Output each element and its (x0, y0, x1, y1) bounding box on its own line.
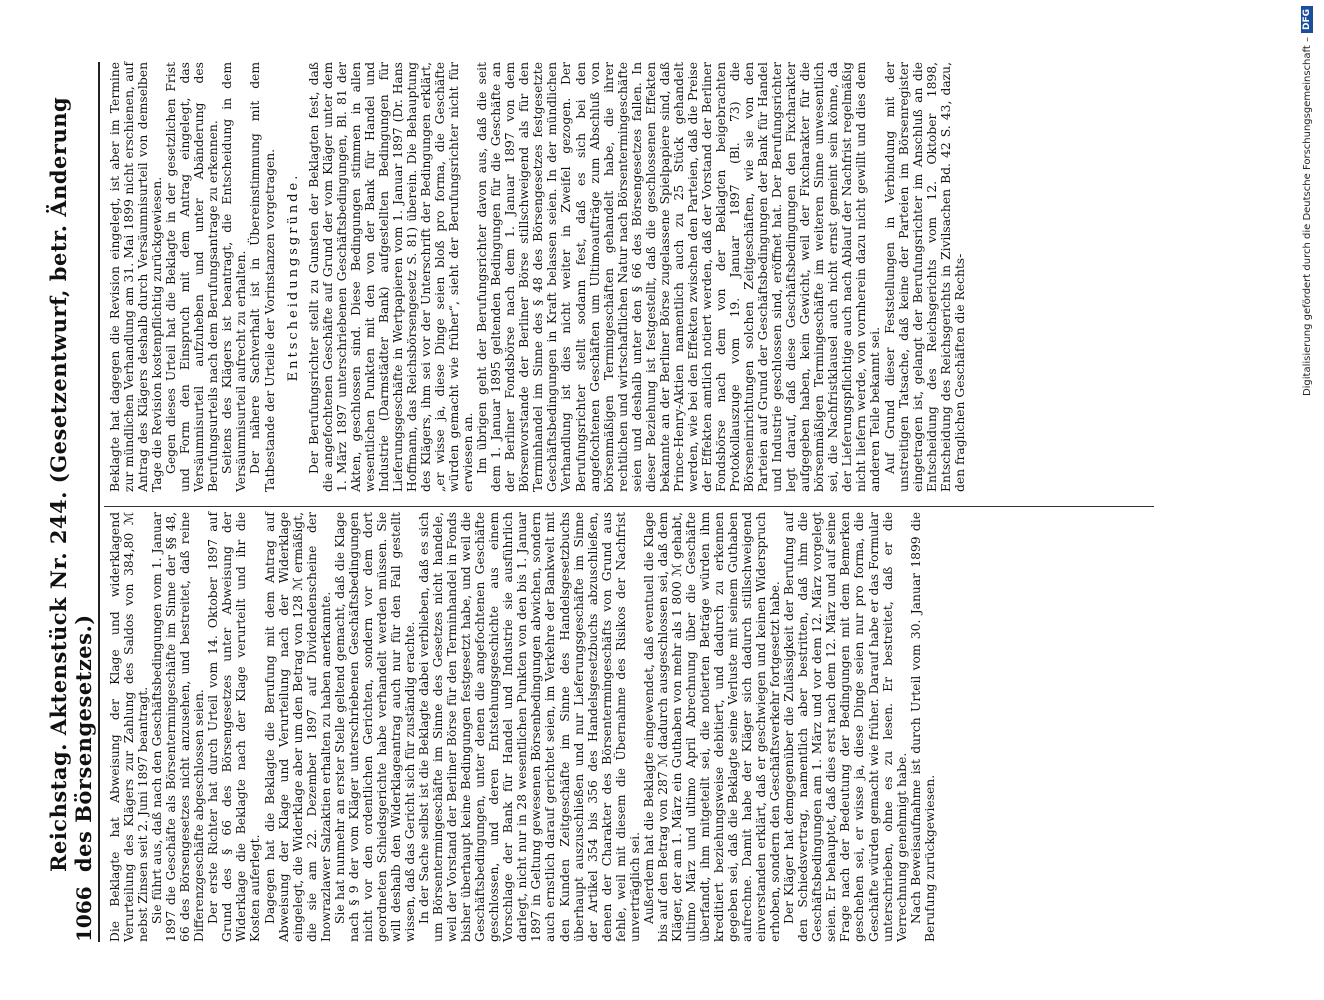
paragraph: Der nähere Sachverhalt ist in Übereinstimmung mit dem Tatbestande der Urteile der Vorinstanzen vorgetragen. (248, 62, 277, 492)
credit-text: Digitalisierung gefördert durch die Deutsche Forschungsgemeinschaft – (1301, 37, 1313, 397)
paragraph: Dagegen hat die Beklagte die Berufung mit dem Antrag auf Abweisung der Klage und Verurteilung nach der Widerklage eingelegt, die Widerklage aber um den Betrag von 128 ℳ ermäßigt, die sie am 22. Dezember 1897 auf Dividendenscheine der Inowrazlawer Salzaktien erhalten zu haben anerkannte. (262, 512, 333, 942)
paragraph: Seitens des Klägers ist beantragt, die Entscheidung in dem Versäumnisurteil aufrecht zu erhalten. (220, 62, 249, 492)
paragraph: Gegen dieses Urteil hat die Beklagte in der gesetzlichen Frist und Form den Einspruch mit dem Antrag eingelegt, das Versäumnisurteil aufzuheben und unter Abänderung des Berufungsurteils nach dem Berufungsantrage zu erkennen. (164, 62, 221, 492)
paragraph: Beklagte hat dagegen die Revision eingelegt, ist aber im Termine zur mündlichen Verhandlung am 31. Mai 1899 nicht erschienen, auf Antrag des Klägers deshalb durch Versäumnisurteil von demselben Tage die Revision kostenpflichtig zurückgewiesen. (108, 62, 165, 492)
right-column (108, 62, 967, 492)
paragraph: Der Berufungsrichter stellt zu Gunsten der Beklagten fest, daß die angefochtenen Geschäfte auf Grund der vom Kläger unter dem 1. März 1897 unterschriebenen Geschäftsbedingungen, Bl. 81 der Akten, geschlossen sind. Diese Bedingungen stimmen in allen wesentlichen Punkten mit den von der Bank für Handel und Industrie (Darmstädter Bank) aufgestellten Bedingungen für Lieferungsgeschäfte in Wertpapieren vom 1. Januar 1897 (Dr. Hans Hoffmann, das Reichsbörsengesetz S. 81) überein. Die Behauptung des Klägers, ihm sei vor der Unterschrift der Bedingungen erklärt, „er wisse ja, diese Dinge seien bloß pro forma, die Geschäfte würden gemacht wie früher“, sieht der Berufungsrichter nicht für erwiesen an. (306, 62, 476, 492)
dfg-logo: DFG (1301, 6, 1313, 33)
column-divider (104, 506, 1154, 507)
digitization-credit (1294, 6, 1316, 986)
paragraph: Außerdem hat die Beklagte eingewendet, daß eventuell die Klage bis auf den Betrag von 287 ℳ dadurch ausgeschlossen sei, daß dem Kläger, der am 1. März ein Guthaben von mehr als 1 800 ℳ gehabt, ultimo März und ultimo April Abrechnung über die Geschäfte überfandt, ihm mitgeteilt sei, die notierten Beträge würden ihm kreditiert beziehungsweise debitiert, und dadurch zu erkennen gegeben sei, daß die Beklagte seine Verluste mit seinem Guthaben aufrechne. Damit habe der Kläger sich dadurch stillschweigend einverstanden erklärt, daß er geschwiegen und keinen Widerspruch erhoben, sondern den Geschäftsverkehr fortgesetzt habe. (641, 512, 783, 942)
paragraph: Auf Grund dieser Feststellungen in Verbindung mit der unstreitigen Tatsache, daß keine der Parteien im Börsenregister eingetragen ist, gelangt der Berufungsrichter im Anschluß an die Entscheidung des Reichsgerichts vom 12. Oktober 1898, Entscheidung des Reichsgerichts in Zivilsachen Bd. 42 S. 43, dazu, den fraglichen Geschäften die Rechts- (882, 62, 967, 492)
paragraph: Sie hat nunmehr an erster Stelle geltend gemacht, daß die Klage nach § 9 der vom Kläger unterschriebenen Geschäftsbedingungen nicht vor den ordentlichen Gerichten, sondern vor dem dort geordneten Schiedsgerichte habe verhandelt werden müssen. Sie will deshalb den Widerklageantrag auch nur für den Fall gestellt wissen, daß das Gericht sich für zuständig erachte. (332, 512, 417, 942)
paragraph: Sie führt aus, daß nach den Geschäftsbedingungen vom 1. Januar 1897 die Geschäfte als Börsentermingeschäfte im Sinne der §§ 48, 66 des Börsengesetzes nicht anzusehen, und bestreitet, daß reine Differenzgeschäfte abgeschlossen seien. (150, 512, 207, 942)
paragraph: Im übrigen geht der Berufungsrichter davon aus, daß die seit dem 1. Januar 1895 geltenden Bedingungen für die Geschäfte an der Berliner Fondsbörse nach dem 1. Januar 1897 von dem Börsenvorstande der Berliner Börse stillschweigend als für den Terminhandel im Sinne des § 48 des Börsengesetzes festgesetzte Geschäftsbedingungen in Kraft belassen seien. In der mündlichen Verhandlung ist dies nicht weiter in Zweifel gezogen. Der Berufungsrichter stellt sodann fest, daß es sich bei den angefochtenen Geschäften um Ultimoaufträge zum Abschluß von börsenmäßigen Termingeschäften gehandelt habe, die ihrer rechtlichen und wirtschaftlichen Natur nach Börsentermingeschäfte seien und deshalb unter den § 66 des Börsengesetzes fallen. In dieser Beziehung ist festgestellt, daß die geschlossenen Effekten bekannte an der Berliner Börse zugelassene Spielpapiere sind, daß Prince-Henry-Aktien namentlich auch zu 25 Stück gehandelt werden, wie bei den Effekten zwischen den Parteien, daß die Preise der Effekten amtlich notiert werden, daß der Vorstand der Berliner Fondsbörse nach dem von der Beklagten beigebrachten Protokollauszuge vom 19. Januar 1897 (Bl. 73) die Börseneinrichtungen solchen Zeitgeschäften, wie sie von den Parteien auf Grund der Geschäftsbedingungen der Bank für Handel und Industrie geschlossen sind, eröffnet hat. Der Berufungsrichter legt darauf, daß diese Geschäftsbedingungen den Fixcharakter aufgegeben haben, kein Gewicht, weil der Fixcharakter für die börsenmäßigen Termingeschäfte im weiteren Sinne unwesentlich sei, die Nachfristklausel auch nicht ernst gemeint sein könne, da der Lieferungspflichtige auch nach Ablauf der Nachfrist regelmäßig nicht liefern werde, von vornherein dazu nicht gewillt und dies dem anderen Teile bekannt sei. (475, 62, 883, 492)
paragraph: Die Beklagte hat Abweisung der Klage und widerklagend Verurteilung des Klägers zur Zahlung des Saldos von 384,80 ℳ nebst Zinsen seit 2. Juni 1897 beantragt. (108, 512, 151, 942)
left-column (108, 512, 937, 942)
section-heading: Entscheidungsgründe. (285, 172, 301, 382)
paragraph: Nach Beweisaufnahme ist durch Urteil vom 30. Januar 1899 die Berufung zurückgewiesen. (908, 512, 937, 942)
header-rule (98, 62, 100, 942)
running-title: Reichstag. Aktenstück Nr. 244. (Gesetzentwurf, betr. Änderung des Börsengesetzes.) (46, 96, 96, 872)
page-header (46, 62, 96, 942)
paragraph: Der erste Richter hat durch Urteil vom 14. Oktober 1897 auf Grund des § 66 des Börsengesetzes unter Abweisung der Widerklage die Beklagte nach der Klage verurteilt und ihr die Kosten auferlegt. (206, 512, 263, 942)
paragraph: Der Kläger hat demgegenüber die Zulässigkeit der Berufung auf den Schiedsvertrag, namentlich aber bestritten, daß ihm die Geschäftsbedingungen am 1. März und vor dem 12. März vorgelegt seien. Er behauptet, daß dies erst nach dem 12. März und auf seine Frage nach der Bedeutung der Bedingungen mit dem Bemerken geschehen sei, er wisse ja, diese Dinge seien nur pro forma, die Geschäfte würden gemacht wie früher. Darauf habe er das Formular unterschrieben, ohne es zu lesen. Er bestreitet, daß er die Verrechnung genehmigt habe. (782, 512, 909, 942)
page-number: 1066 (72, 886, 96, 942)
paragraph: In der Sache selbst ist die Beklagte dabei verblieben, daß es sich um Börsentermingeschäfte im Sinne des Gesetzes nicht handele, weil der Vorstand der Berliner Börse für den Terminhandel in Fonds bisher überhaupt keine Bedingungen festgesetzt habe, und weil die Geschäftsbedingungen, unter denen die angefochtenen Geschäfte geschlossen, und deren Entstehungsgeschichte aus einem Vorschlage der Bank für Handel und Industrie sie ausführlich darlegt, nicht nur in 28 wesentlichen Punkten von den bis 1. Januar 1897 in Geltung gewesenen Börsenbedingungen abwichen, sondern auch ernstlich darauf gerichtet seien, im Verkehre der Bankwelt mit den Kunden Zeitgeschäfte im Sinne des Handelsgesetzbuchs überhaupt auszuschließen und nur Lieferungsgeschäfte im Sinne der Artikel 354 bis 356 des Handelsgesetzbuchs abzuschließen, denen der Charakter des Börsentermingeschäfts von Grund aus fehle, weil mit diesem die Übernahme des Risikos der Nachfrist unverträglich sei. (417, 512, 642, 942)
